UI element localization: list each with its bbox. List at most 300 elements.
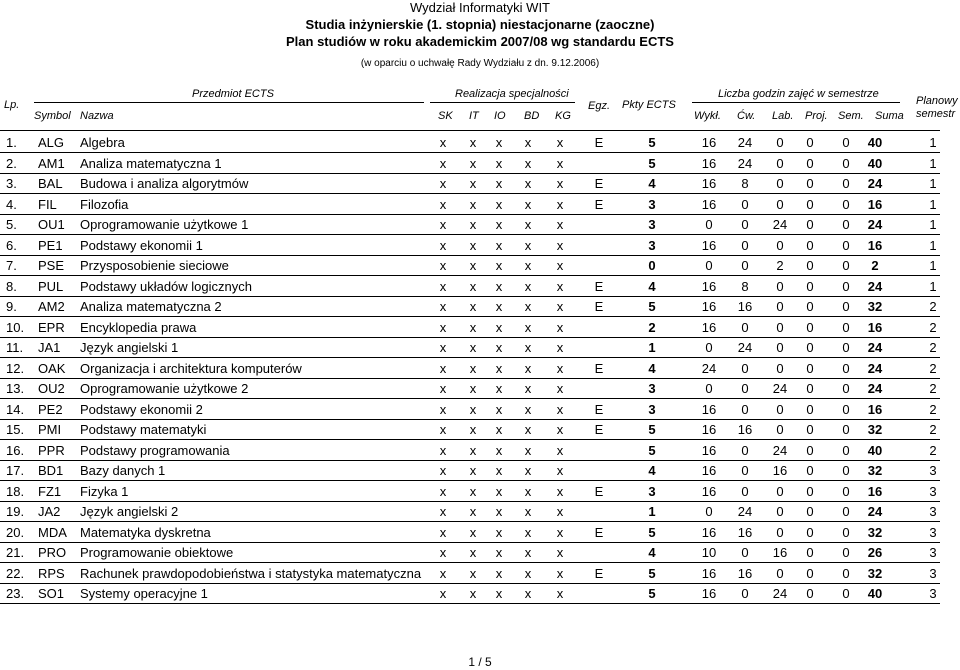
header-spec-4: KG [555, 110, 571, 122]
cell-spec: x [439, 545, 447, 560]
cell-hours: 0 [842, 135, 850, 150]
cell-name: Algebra [80, 135, 125, 150]
cell-spec: x [469, 237, 477, 253]
cell-spec: x [495, 299, 503, 314]
cell-symbol: MDA [38, 524, 67, 540]
cell-spec: x [439, 463, 447, 478]
cell-lp: 12. [6, 360, 25, 376]
cell-spec: x [495, 340, 503, 355]
cell-hours: 0 [705, 258, 713, 273]
cell-lp: 19. [6, 504, 25, 519]
cell-ects: 5 [648, 586, 656, 601]
cell-hours: 0 [842, 176, 850, 191]
cell-spec: x [495, 381, 503, 396]
cell-spec: x [556, 155, 564, 171]
cell-spec: x [495, 135, 503, 150]
cell-spec: x [439, 442, 447, 458]
cell-spec: x [524, 319, 532, 335]
cell-name: Podstawy programowania [80, 442, 230, 458]
cell-spec: x [524, 155, 532, 171]
table-row [0, 564, 960, 584]
cell-symbol: JA2 [38, 504, 61, 519]
cell-egz: E [594, 524, 604, 540]
cell-hours: 0 [806, 401, 814, 417]
cell-spec: x [556, 258, 564, 273]
cell-hours: 0 [806, 381, 814, 396]
cell-semestr: 3 [929, 545, 937, 560]
cell-hours: 0 [842, 586, 850, 601]
cell-hours: 16 [701, 278, 717, 294]
cell-spec: x [524, 299, 532, 314]
cell-lp: 13. [6, 381, 25, 396]
cell-hours: 24 [772, 586, 788, 601]
table-row [0, 359, 960, 379]
cell-spec: x [439, 422, 447, 437]
cell-hours: 0 [776, 196, 784, 212]
cell-hours: 0 [776, 278, 784, 294]
header-spec-0: SK [438, 110, 453, 122]
cell-spec: x [469, 422, 477, 437]
cell-spec: x [439, 196, 447, 212]
cell-name: Przysposobienie sieciowe [80, 258, 229, 273]
cell-hours: 0 [776, 299, 784, 314]
cell-hours: 0 [842, 299, 850, 314]
cell-symbol: PE1 [38, 237, 63, 253]
cell-hours: 0 [842, 360, 850, 376]
cell-hours: 24 [772, 442, 788, 458]
cell-hours: 0 [776, 401, 784, 417]
cell-spec: x [556, 237, 564, 253]
header-wykl: Wykł. [694, 110, 721, 122]
cell-hours: 0 [806, 258, 814, 273]
cell-spec: x [556, 217, 564, 232]
cell-spec: x [495, 217, 503, 232]
cell-ects: 4 [648, 278, 656, 294]
cell-name: Filozofia [80, 196, 129, 212]
cell-hours: 0 [842, 483, 850, 499]
cell-spec: x [469, 217, 477, 232]
header-rule-realizacja [430, 102, 575, 103]
cell-hours: 16 [772, 463, 788, 478]
cell-hours: 24 [772, 217, 788, 232]
cell-suma: 24 [867, 360, 883, 376]
cell-spec: x [556, 565, 564, 581]
cell-spec: x [556, 299, 564, 314]
cell-hours: 0 [842, 565, 850, 581]
cell-spec: x [495, 504, 503, 519]
cell-suma: 16 [867, 401, 883, 417]
cell-semestr: 3 [929, 504, 937, 519]
cell-spec: x [495, 442, 503, 458]
cell-spec: x [524, 278, 532, 294]
cell-symbol: PE2 [38, 401, 63, 417]
cell-hours: 0 [806, 565, 814, 581]
cell-suma: 32 [867, 565, 883, 581]
cell-lp: 18. [6, 483, 25, 499]
cell-spec: x [495, 483, 503, 499]
cell-ects: 3 [648, 401, 656, 417]
cell-symbol: FZ1 [38, 483, 62, 499]
cell-suma: 24 [867, 176, 883, 191]
cell-spec: x [524, 237, 532, 253]
cell-ects: 3 [648, 483, 656, 499]
cell-ects: 5 [648, 524, 656, 540]
table-row [0, 400, 960, 420]
cell-egz: E [594, 135, 604, 150]
cell-semestr: 2 [929, 381, 937, 396]
cell-hours: 16 [701, 401, 717, 417]
cell-hours: 8 [741, 278, 749, 294]
cell-spec: x [469, 565, 477, 581]
cell-hours: 0 [842, 340, 850, 355]
cell-hours: 0 [776, 319, 784, 335]
cell-symbol: PPR [38, 442, 65, 458]
cell-semestr: 1 [929, 176, 937, 191]
header-liczba-godzin: Liczba godzin zajęć w semestrze [718, 88, 879, 100]
table-row [0, 482, 960, 502]
cell-lp: 2. [6, 155, 17, 171]
cell-spec: x [524, 463, 532, 478]
cell-semestr: 1 [929, 217, 937, 232]
cell-hours: 0 [842, 196, 850, 212]
cell-lp: 21. [6, 545, 25, 560]
cell-spec: x [524, 401, 532, 417]
cell-hours: 16 [737, 524, 753, 540]
table-row [0, 174, 960, 194]
cell-hours: 0 [806, 483, 814, 499]
cell-spec: x [469, 442, 477, 458]
cell-hours: 16 [701, 319, 717, 335]
header-planowy: Planowy [916, 95, 958, 107]
cell-spec: x [495, 258, 503, 273]
cell-lp: 23. [6, 586, 25, 601]
cell-spec: x [439, 586, 447, 601]
cell-hours: 0 [806, 278, 814, 294]
table-row [0, 420, 960, 440]
cell-spec: x [439, 176, 447, 191]
cell-name: Matematyka dyskretna [80, 524, 211, 540]
cell-egz: E [594, 278, 604, 294]
cell-hours: 0 [741, 319, 749, 335]
cell-spec: x [469, 278, 477, 294]
cell-egz: E [594, 360, 604, 376]
cell-spec: x [469, 360, 477, 376]
cell-suma: 24 [867, 381, 883, 396]
cell-spec: x [469, 545, 477, 560]
cell-semestr: 2 [929, 422, 937, 437]
table-row [0, 502, 960, 522]
header-pkty: Pkty ECTS [622, 99, 676, 111]
cell-hours: 0 [741, 196, 749, 212]
table-row [0, 523, 960, 543]
cell-egz: E [594, 483, 604, 499]
cell-suma: 16 [867, 237, 883, 253]
cell-semestr: 3 [929, 463, 937, 478]
table-row [0, 297, 960, 317]
cell-name: Oprogramowanie użytkowe 2 [80, 381, 249, 396]
cell-lp: 8. [6, 278, 17, 294]
resolution-note: (w oparciu o uchwałę Rady Wydziału z dn. 9.12.2006) [360, 58, 600, 69]
table-row [0, 338, 960, 358]
cell-suma: 2 [871, 258, 879, 273]
cell-hours: 24 [701, 360, 717, 376]
cell-hours: 0 [741, 442, 749, 458]
cell-spec: x [439, 504, 447, 519]
cell-spec: x [439, 401, 447, 417]
cell-name: Podstawy ekonomii 2 [80, 401, 203, 417]
cell-hours: 24 [772, 381, 788, 396]
table-row [0, 379, 960, 399]
cell-spec: x [556, 278, 564, 294]
row-divider [0, 603, 940, 604]
cell-ects: 2 [648, 319, 656, 335]
cell-spec: x [556, 483, 564, 499]
cell-ects: 4 [648, 463, 656, 478]
header-spec-1: IT [469, 110, 479, 122]
cell-spec: x [495, 401, 503, 417]
plan-title: Plan studiów w roku akademickim 2007/08 wg standardu ECTS [286, 34, 674, 49]
cell-egz: E [594, 401, 604, 417]
cell-name: Encyklopedia prawa [80, 319, 197, 335]
table-row [0, 318, 960, 338]
cell-hours: 0 [806, 155, 814, 171]
cell-suma: 40 [867, 586, 883, 601]
cell-hours: 0 [842, 319, 850, 335]
cell-spec: x [524, 258, 532, 273]
cell-hours: 16 [701, 565, 717, 581]
header-egz: Egz. [588, 100, 611, 112]
cell-spec: x [524, 176, 532, 191]
cell-egz: E [594, 176, 604, 191]
cell-spec: x [439, 565, 447, 581]
cell-suma: 32 [867, 524, 883, 540]
cell-symbol: OU2 [38, 381, 65, 396]
cell-lp: 5. [6, 217, 17, 232]
cell-hours: 0 [842, 504, 850, 519]
cell-spec: x [524, 565, 532, 581]
cell-spec: x [524, 340, 532, 355]
cell-hours: 16 [701, 196, 717, 212]
cell-hours: 0 [842, 545, 850, 560]
cell-hours: 16 [701, 135, 717, 150]
cell-spec: x [524, 504, 532, 519]
cell-spec: x [495, 319, 503, 335]
header-nazwa: Nazwa [80, 110, 114, 122]
cell-lp: 22. [6, 565, 25, 581]
cell-hours: 10 [701, 545, 717, 560]
cell-symbol: AM1 [38, 155, 65, 171]
cell-hours: 16 [701, 483, 717, 499]
cell-hours: 0 [741, 483, 749, 499]
cell-hours: 0 [842, 524, 850, 540]
cell-spec: x [495, 176, 503, 191]
cell-name: Rachunek prawdopodobieństwa i statystyka matematyczna [80, 565, 422, 581]
cell-name: Programowanie obiektowe [80, 545, 234, 560]
cell-name: Systemy operacyjne 1 [80, 586, 208, 601]
cell-spec: x [524, 442, 532, 458]
cell-hours: 0 [842, 258, 850, 273]
cell-ects: 5 [648, 565, 656, 581]
cell-spec: x [495, 278, 503, 294]
cell-spec: x [556, 176, 564, 191]
cell-suma: 24 [867, 340, 883, 355]
cell-spec: x [524, 422, 532, 437]
cell-spec: x [439, 360, 447, 376]
cell-symbol: SO1 [38, 586, 65, 601]
cell-symbol: AM2 [38, 299, 65, 314]
cell-hours: 0 [842, 422, 850, 437]
cell-spec: x [469, 176, 477, 191]
cell-lp: 1. [6, 135, 17, 150]
cell-spec: x [439, 155, 447, 171]
cell-semestr: 3 [929, 524, 937, 540]
cell-hours: 16 [701, 299, 717, 314]
table-row [0, 215, 960, 235]
cell-spec: x [469, 340, 477, 355]
cell-symbol: EPR [38, 319, 65, 335]
cell-symbol: PUL [38, 278, 64, 294]
cell-symbol: ALG [38, 135, 65, 150]
cell-ects: 5 [648, 155, 656, 171]
cell-lp: 14. [6, 401, 25, 417]
cell-hours: 16 [701, 442, 717, 458]
header-rule-przedmiot [34, 102, 424, 103]
table-row [0, 154, 960, 174]
cell-hours: 0 [842, 278, 850, 294]
cell-spec: x [556, 196, 564, 212]
cell-hours: 0 [842, 217, 850, 232]
cell-spec: x [495, 155, 503, 171]
cell-hours: 24 [737, 155, 753, 171]
cell-suma: 26 [867, 545, 883, 560]
cell-spec: x [524, 483, 532, 499]
page-number: 1 / 5 [468, 655, 492, 669]
cell-spec: x [524, 217, 532, 232]
header-spec-2: IO [494, 110, 506, 122]
cell-hours: 16 [701, 524, 717, 540]
cell-name: Podstawy matematyki [80, 422, 207, 437]
cell-hours: 0 [806, 422, 814, 437]
header-lp: Lp. [4, 99, 20, 111]
cell-symbol: JA1 [38, 340, 61, 355]
cell-lp: 7. [6, 258, 17, 273]
cell-hours: 0 [806, 524, 814, 540]
cell-spec: x [524, 196, 532, 212]
cell-spec: x [439, 381, 447, 396]
cell-hours: 0 [741, 401, 749, 417]
cell-ects: 5 [648, 299, 656, 314]
cell-hours: 0 [705, 504, 713, 519]
cell-spec: x [524, 360, 532, 376]
cell-lp: 6. [6, 237, 17, 253]
cell-suma: 16 [867, 319, 883, 335]
header-suma: Suma [875, 110, 904, 122]
cell-name: Bazy danych 1 [80, 463, 166, 478]
cell-spec: x [469, 381, 477, 396]
cell-hours: 0 [806, 463, 814, 478]
cell-ects: 0 [648, 258, 656, 273]
cell-spec: x [469, 155, 477, 171]
cell-ects: 4 [648, 545, 656, 560]
cell-ects: 1 [648, 504, 656, 519]
cell-spec: x [495, 545, 503, 560]
table-row [0, 584, 960, 604]
cell-hours: 0 [806, 360, 814, 376]
cell-hours: 24 [737, 504, 753, 519]
cell-spec: x [524, 586, 532, 601]
cell-egz: E [594, 196, 604, 212]
header-symbol: Symbol [34, 110, 71, 122]
cell-spec: x [469, 135, 477, 150]
cell-lp: 16. [6, 442, 25, 458]
cell-hours: 16 [701, 422, 717, 437]
header-spec-3: BD [524, 110, 540, 122]
study-title: Studia inżynierskie (1. stopnia) niestacjonarne (zaoczne) [305, 17, 655, 32]
cell-suma: 32 [867, 299, 883, 314]
cell-egz: E [594, 565, 604, 581]
cell-semestr: 3 [929, 483, 937, 499]
cell-ects: 4 [648, 360, 656, 376]
cell-ects: 3 [648, 217, 656, 232]
cell-spec: x [469, 258, 477, 273]
cell-semestr: 3 [929, 586, 937, 601]
cell-spec: x [556, 586, 564, 601]
cell-semestr: 3 [929, 565, 937, 581]
cell-ects: 3 [648, 237, 656, 253]
cell-name: Analiza matematyczna 2 [80, 299, 222, 314]
cell-spec: x [556, 524, 564, 540]
cell-ects: 5 [648, 422, 656, 437]
cell-name: Podstawy ekonomii 1 [80, 237, 203, 253]
cell-lp: 9. [6, 299, 17, 314]
cell-ects: 1 [648, 340, 656, 355]
cell-hours: 0 [806, 504, 814, 519]
cell-hours: 0 [741, 360, 749, 376]
cell-spec: x [524, 524, 532, 540]
cell-symbol: PMI [38, 422, 62, 437]
cell-symbol: PSE [38, 258, 65, 273]
cell-hours: 16 [701, 237, 717, 253]
cell-semestr: 2 [929, 319, 937, 335]
cell-suma: 24 [867, 217, 883, 232]
cell-spec: x [469, 299, 477, 314]
cell-hours: 0 [806, 237, 814, 253]
cell-spec: x [439, 524, 447, 540]
cell-hours: 0 [776, 176, 784, 191]
cell-spec: x [439, 483, 447, 499]
cell-lp: 3. [6, 176, 17, 191]
cell-suma: 40 [867, 442, 883, 458]
cell-suma: 32 [867, 463, 883, 478]
cell-semestr: 1 [929, 196, 937, 212]
cell-spec: x [495, 586, 503, 601]
cell-hours: 0 [705, 381, 713, 396]
cell-spec: x [495, 565, 503, 581]
cell-hours: 0 [705, 340, 713, 355]
table-row [0, 195, 960, 215]
cell-name: Język angielski 2 [80, 504, 179, 519]
cell-hours: 24 [737, 340, 753, 355]
cell-spec: x [556, 545, 564, 560]
cell-spec: x [495, 360, 503, 376]
cell-hours: 0 [842, 442, 850, 458]
table-row [0, 277, 960, 297]
cell-hours: 0 [776, 565, 784, 581]
cell-hours: 0 [776, 422, 784, 437]
cell-symbol: OU1 [38, 217, 65, 232]
cell-hours: 0 [741, 463, 749, 478]
cell-suma: 32 [867, 422, 883, 437]
